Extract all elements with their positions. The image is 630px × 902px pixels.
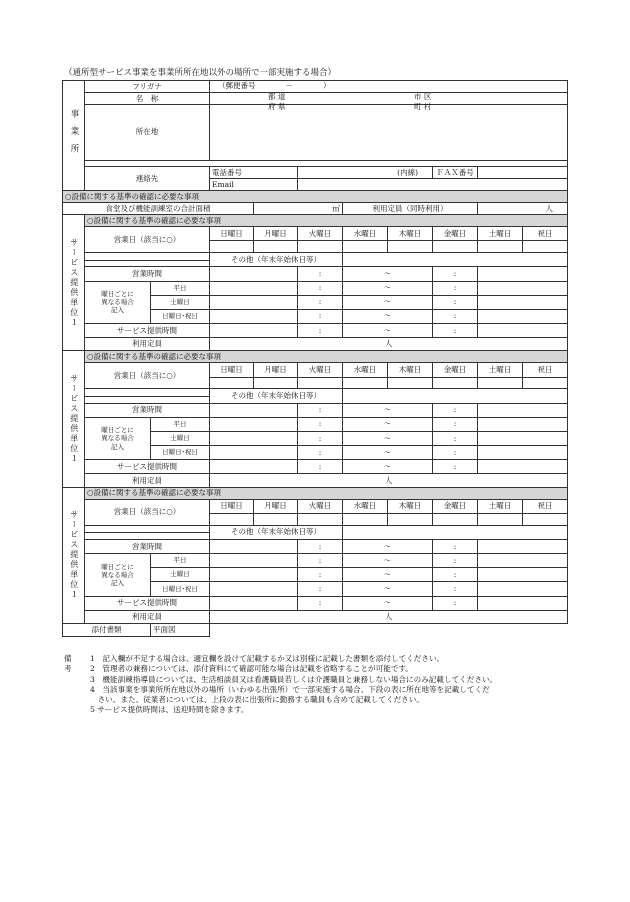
end-colon[interactable]: : <box>433 324 478 338</box>
email-field[interactable] <box>298 179 568 191</box>
service-unit <box>63 351 568 487</box>
day-check-cell[interactable] <box>478 377 523 389</box>
other-holidays-field[interactable] <box>343 525 568 539</box>
capacity-unit[interactable]: 人 <box>210 474 568 487</box>
day-header: 土曜日 <box>478 227 523 241</box>
day-header: 日曜日 <box>210 363 254 377</box>
day-check-cell[interactable] <box>523 513 568 525</box>
area-unit: ㎡ <box>254 203 343 215</box>
start-colon[interactable]: : <box>298 267 343 281</box>
end-colon[interactable]: : <box>433 403 478 417</box>
day-header: 月曜日 <box>254 499 298 513</box>
start-colon[interactable]: : <box>298 295 343 309</box>
day-check-cell[interactable] <box>298 241 343 253</box>
start-colon[interactable]: : <box>298 281 343 295</box>
end-colon[interactable]: : <box>433 582 478 596</box>
office-side-label: 事業所 <box>63 81 85 191</box>
service-unit <box>63 215 568 351</box>
start-colon[interactable]: : <box>298 324 343 338</box>
saturday-label: 土曜日 <box>151 431 210 445</box>
day-check-cell[interactable] <box>298 377 343 389</box>
day-header: 水曜日 <box>343 363 388 377</box>
day-check-cell[interactable] <box>523 241 568 253</box>
start-colon[interactable]: : <box>298 431 343 445</box>
day-header: 木曜日 <box>388 499 433 513</box>
unit-header: ○設備に関する基準の確認に必要な事項 <box>85 487 568 499</box>
start-colon[interactable]: : <box>298 403 343 417</box>
facility-capacity-unit: 人 <box>478 203 568 215</box>
area-label: 食堂及び機能訓練室の合計面積 <box>63 203 254 215</box>
email-label: Email <box>210 179 298 191</box>
address-label: 所在地 <box>85 104 210 160</box>
attachments-label: 添付書類 <box>63 623 151 636</box>
end-colon[interactable]: : <box>433 446 478 460</box>
unit-header: ○設備に関する基準の確認に必要な事項 <box>85 351 568 363</box>
start-colon[interactable]: : <box>298 596 343 610</box>
business-days-label: 営業日（該当に○） <box>85 363 210 389</box>
day-header: 木曜日 <box>388 227 433 241</box>
capacity-label: 利用定員 <box>85 474 210 487</box>
furigana-label: フリガナ <box>85 81 210 93</box>
day-header: 日曜日 <box>210 499 254 513</box>
hours-label: 営業時間 <box>85 539 210 553</box>
day-check-cell[interactable] <box>210 513 254 525</box>
tilde: ～ <box>343 267 433 281</box>
tilde: ～ <box>343 431 433 445</box>
start-colon[interactable]: : <box>298 460 343 474</box>
day-header: 祝日 <box>523 499 568 513</box>
todo-label: 都 道 <box>268 91 286 101</box>
note-item: 2 管理者の兼務については、添付資料にて確認可能な場合は記載を省略することが可能です。 <box>90 664 414 674</box>
day-header: 水曜日 <box>343 499 388 513</box>
business-days-label: 営業日（該当に○） <box>85 227 210 253</box>
notes-body <box>90 654 497 716</box>
unit-side-label: サービス提供単位１ <box>63 487 85 623</box>
service-unit <box>63 487 568 623</box>
day-check-cell[interactable] <box>343 241 388 253</box>
weekday-label: 平日 <box>151 554 210 568</box>
other-holidays-label: その他（年末年始休日等） <box>210 525 343 539</box>
other-holidays-field[interactable] <box>343 389 568 403</box>
phone-label: 電話番号 <box>210 167 298 179</box>
start-colon[interactable]: : <box>298 554 343 568</box>
other-holidays-field[interactable] <box>343 253 568 267</box>
application-form-table <box>62 80 568 637</box>
hours-label: 営業時間 <box>85 403 210 417</box>
day-check-cell[interactable] <box>298 513 343 525</box>
day-header: 月曜日 <box>254 227 298 241</box>
service-hours-label: サービス提供時間 <box>85 460 210 474</box>
end-colon[interactable]: : <box>433 295 478 309</box>
tilde: ～ <box>343 324 433 338</box>
service-hours-label: サービス提供時間 <box>85 596 210 610</box>
capacity-label: 利用定員 <box>85 338 210 351</box>
end-colon[interactable]: : <box>433 281 478 295</box>
note-item: 1 記入欄が不足する場合は、適宜欄を設けて記載するか又は別様に記載した書類を添付してください。 <box>90 654 445 663</box>
day-header: 祝日 <box>523 227 568 241</box>
day-header: 水曜日 <box>343 227 388 241</box>
office-name-label: 名 称 <box>85 92 210 104</box>
tilde: ～ <box>343 460 433 474</box>
fax-field[interactable] <box>478 167 568 179</box>
tilde: ～ <box>343 417 433 431</box>
tilde: ～ <box>343 554 433 568</box>
tilde: ～ <box>343 309 433 323</box>
day-header: 木曜日 <box>388 363 433 377</box>
shiku-label: 市 区 <box>414 91 432 101</box>
office-name-field[interactable] <box>210 92 568 104</box>
capacity-label: 利用定員 <box>85 610 210 623</box>
by-day-label: 曜日ごとに 異なる場合 記入 <box>85 554 151 596</box>
saturday-label: 土曜日 <box>151 295 210 309</box>
note-item: 4 当該事業を事業所所在地以外の場所（いわゆる出張所）で一部実施する場合、下段の表に所在地等を記載してくだ <box>90 684 490 694</box>
end-colon[interactable]: : <box>433 309 478 323</box>
day-check-cell[interactable] <box>210 377 254 389</box>
postal-code: （郵便番号 － ） <box>218 80 331 90</box>
note-item: 3 機能訓練指導員については、生活相談員又は看護職員若しくは介護職員と兼務しない場合にのみ記載してください。 <box>90 674 498 684</box>
day-check-cell[interactable] <box>254 377 298 389</box>
day-header: 金曜日 <box>433 363 478 377</box>
day-check-cell[interactable] <box>388 377 433 389</box>
chouson-label: 町 村 <box>414 101 432 111</box>
day-header: 月曜日 <box>254 363 298 377</box>
unit-side-label: サービス提供単位１ <box>63 351 85 487</box>
capacity-unit[interactable]: 人 <box>210 610 568 623</box>
day-header: 金曜日 <box>433 499 478 513</box>
fax-label: ＦＡＸ番号 <box>433 167 478 179</box>
capacity-unit[interactable]: 人 <box>210 338 568 351</box>
start-colon[interactable]: : <box>298 568 343 582</box>
day-check-cell[interactable] <box>433 377 478 389</box>
day-check-cell[interactable] <box>210 241 254 253</box>
day-header: 日曜日 <box>210 227 254 241</box>
tilde: ～ <box>343 281 433 295</box>
start-colon[interactable]: : <box>298 582 343 596</box>
phone-extension-label: (内線) <box>298 167 433 179</box>
end-colon[interactable]: : <box>433 568 478 582</box>
end-colon[interactable]: : <box>433 460 478 474</box>
tilde: ～ <box>343 568 433 582</box>
end-colon[interactable]: : <box>433 539 478 553</box>
start-colon[interactable]: : <box>298 417 343 431</box>
day-check-cell[interactable] <box>433 513 478 525</box>
day-check-cell[interactable] <box>254 241 298 253</box>
sunday-holiday-label: 日曜日･祝日 <box>151 446 210 460</box>
start-colon[interactable]: : <box>298 539 343 553</box>
day-header: 金曜日 <box>433 227 478 241</box>
other-holidays-label: その他（年末年始休日等） <box>210 253 343 267</box>
day-check-cell[interactable] <box>343 513 388 525</box>
sunday-holiday-label: 日曜日･祝日 <box>151 582 210 596</box>
sunday-holiday-label: 日曜日･祝日 <box>151 309 210 323</box>
end-colon[interactable]: : <box>433 554 478 568</box>
day-check-cell[interactable] <box>523 377 568 389</box>
tilde: ～ <box>343 596 433 610</box>
contact-label: 連絡先 <box>85 167 210 191</box>
by-day-label: 曜日ごとに 異なる場合 記入 <box>85 417 151 459</box>
facility-header: ○設備に関する基準の確認に必要な事項 <box>63 191 568 203</box>
address-field[interactable] <box>210 80 568 160</box>
note-item: 5 サービス提供時間は、送迎時間を除きます。 <box>90 705 249 715</box>
start-colon[interactable]: : <box>298 309 343 323</box>
saturday-label: 土曜日 <box>151 568 210 582</box>
tilde: ～ <box>343 295 433 309</box>
tilde: ～ <box>343 582 433 596</box>
day-header: 祝日 <box>523 363 568 377</box>
end-colon[interactable]: : <box>433 596 478 610</box>
unit-side-label: サービス提供単位１ <box>63 215 85 351</box>
weekday-label: 平日 <box>151 281 210 295</box>
notes-label: 備考 <box>64 654 72 674</box>
weekday-label: 平日 <box>151 417 210 431</box>
service-hours-label: サービス提供時間 <box>85 324 210 338</box>
tilde: ～ <box>343 539 433 553</box>
tilde: ～ <box>343 446 433 460</box>
tilde: ～ <box>343 403 433 417</box>
day-check-cell[interactable] <box>254 513 298 525</box>
day-check-cell[interactable] <box>478 241 523 253</box>
end-colon[interactable]: : <box>433 267 478 281</box>
fuken-label: 府 県 <box>268 101 286 111</box>
day-check-cell[interactable] <box>343 377 388 389</box>
end-colon[interactable]: : <box>433 431 478 445</box>
day-header: 土曜日 <box>478 499 523 513</box>
day-header: 火曜日 <box>298 227 343 241</box>
end-colon[interactable]: : <box>433 417 478 431</box>
day-check-cell[interactable] <box>388 513 433 525</box>
facility-capacity-label: 利用定員（同時利用） <box>343 203 478 215</box>
day-header: 火曜日 <box>298 363 343 377</box>
hours-label: 営業時間 <box>85 267 210 281</box>
day-header: 土曜日 <box>478 363 523 377</box>
unit-header: ○設備に関する基準の確認に必要な事項 <box>85 215 568 227</box>
attachments-value: 平面図 <box>151 623 210 636</box>
day-check-cell[interactable] <box>433 241 478 253</box>
by-day-label: 曜日ごとに 異なる場合 記入 <box>85 281 151 323</box>
start-colon[interactable]: : <box>298 446 343 460</box>
day-check-cell[interactable] <box>388 241 433 253</box>
other-holidays-label: その他（年末年始休日等） <box>210 389 343 403</box>
form-heading: （通所型サービス事業を事業所所在地以外の場所で一部実施する場合） <box>64 68 337 78</box>
business-days-label: 営業日（該当に○） <box>85 499 210 525</box>
day-header: 火曜日 <box>298 499 343 513</box>
day-check-cell[interactable] <box>478 513 523 525</box>
note-item: さい。また、従業者については、上段の表に出張所に勤務する職員も含めて記載してください。 <box>90 695 424 705</box>
